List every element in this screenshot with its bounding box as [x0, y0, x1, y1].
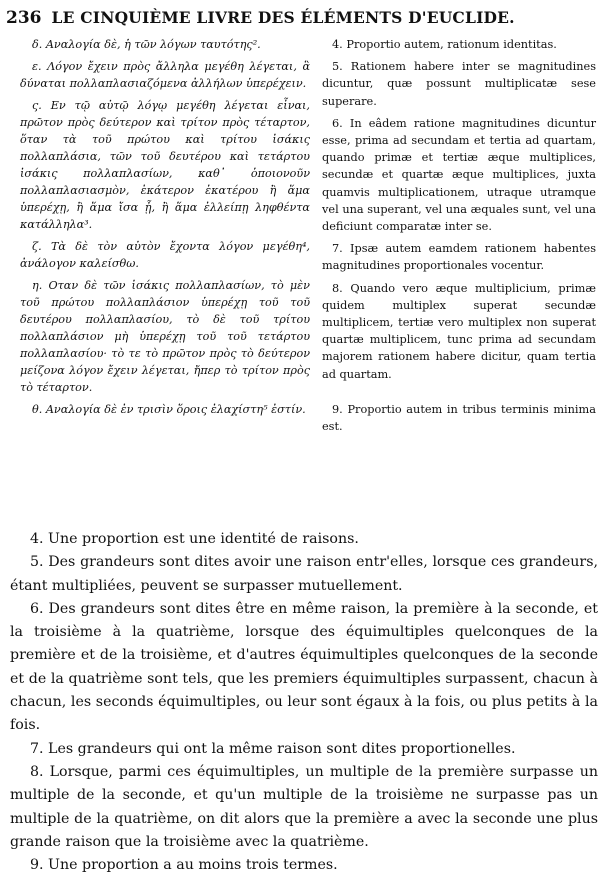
- latin-definition-4: 4. Proportio autem, rationum identitas.: [332, 38, 557, 51]
- greek-definition-9: θ. Αναλογία δὲ ἐν τρισὶν ὅροις ἐλαχίστη⁵ ἐστίν.: [32, 403, 306, 416]
- french-definition-5: 5. Des grandeurs sont dites avoir une raison entr'elles, lorsque ces grandeurs, étant multipliées, peuvent se surpasser mutuellement.: [10, 554, 598, 594]
- greek-definition-5: ε. Λόγον ἔχειν πρὸς ἄλληλα μεγέθη λέγεται, ἃ δύναται πολλαπλασιαζόμενα ἀλλήλων ὑπερέχειν.: [20, 60, 310, 90]
- page-header: [6, 8, 596, 30]
- running-title: LE CINQUIÈME LIVRE DES ÉLÉMENTS D'EUCLIDE.: [51, 8, 515, 27]
- french-definition-8: 8. Lorsque, parmi ces équimultiples, un multiple de la première surpasse un multiple de la seconde, et qu'un multiple de la troisième ne surpasse pas un multiple de la quatrième, on dit alors que la première a avec la seconde une plus grande raison que la troisième avec la quatrième.: [10, 763, 598, 850]
- greek-definition-6: ς. Εν τῷ αὐτῷ λόγῳ μεγέθη λέγεται εἶναι, πρῶτον πρὸς δεύτερον καὶ τρίτον πρὸς τέταρτον, ὅταν τὰ τοῦ πρώτου καὶ τρίτου ἰσάκις πολλαπλάσια, τῶν τοῦ δευτέρου καὶ τετάρτου ἰσάκις πολλαπλασίων, καθ᾽ ὁποιονοῦν πολλαπλασιασμὸν, ἑκάτερον ἑκατέρου ἢ ἅμα ὑπερέχῃ, ἢ ἅμα ἴσα ᾖ, ἢ ἅμα ἐλλείπῃ ληφθέντα κατάλληλα³.: [20, 99, 310, 231]
- french-translation: [10, 528, 598, 877]
- greek-definition-7: ζ. Τὰ δὲ τὸν αὐτὸν ἔχοντα λόγον μεγέθη⁴, ἀνάλογον καλείσθω.: [20, 240, 310, 270]
- latin-definition-9: 9. Proportio autem in tribus terminis minima est.: [322, 402, 596, 434]
- page-number: 236: [6, 8, 42, 28]
- greek-definition-4: δ. Αναλογία δὲ, ἡ τῶν λόγων ταυτότης².: [32, 38, 261, 51]
- latin-column: [322, 36, 596, 440]
- latin-definition-6: 6. In eâdem ratione magnitudines dicuntur esse, prima ad secundam et tertia ad quartam, quando primæ et tertiæ æque multiplices, secundæ et quartæ æque multiplices, juxta quamvis multiplicationem, utraque utramque vel una superant, vel una æquales sunt, vel una deficiunt comparatæ inter se.: [322, 116, 596, 234]
- french-definition-7: 7. Les grandeurs qui ont la même raison sont dites proportionelles.: [30, 740, 516, 757]
- greek-column: [20, 36, 310, 423]
- latin-definition-7: 7. Ipsæ autem eamdem rationem habentes magnitudines proportionales vocentur.: [322, 242, 596, 273]
- greek-definition-8: η. Οταν δὲ τῶν ἰσάκις πολλαπλασίων, τὸ μὲν τοῦ πρώτου πολλαπλάσιον ὑπερέχῃ τοῦ τοῦ δευτέρου πολλαπλασίου, τὸ δὲ τοῦ τρίτου πολλαπλάσιον μὴ ὑπερέχῃ τοῦ τοῦ τετάρτου πολλαπλασίου· τὸ τε τὸ πρῶτον πρὸς τὸ δεύτερον μείζονα λόγον ἔχειν λέγεται, ἤπερ τὸ τρίτον πρὸς τὸ τέταρτον.: [20, 279, 310, 394]
- french-definition-6: 6. Des grandeurs sont dites être en même raison, la première à la seconde, et la troisième à la quatrième, lorsque des équimultiples quelconques de la première et de la troisième, et d'autres équimultiples quelconques de la seconde et de la quatrième sont tels, que les premiers équimultiples surpassent, chacun à chacun, les seconds équimultiples, ou leur sont égaux à la fois, ou plus petits à la fois.: [10, 600, 598, 734]
- french-definition-4: 4. Une proportion est une identité de raisons.: [30, 531, 359, 547]
- latin-definition-8: 8. Quando vero æque multiplicium, primæ quidem multiplex superat secundæ multiplicem, tertiæ vero multiplex non superat quartæ multiplicem, tunc prima ad secundam majorem rationem habere dicitur, quam tertia ad quartam.: [322, 281, 596, 381]
- french-definition-9: 9. Une proportion a au moins trois termes.: [30, 857, 338, 874]
- latin-definition-5: 5. Rationem habere inter se magnitudines dicuntur, quæ possunt multiplicatæ sese superare.: [322, 60, 596, 108]
